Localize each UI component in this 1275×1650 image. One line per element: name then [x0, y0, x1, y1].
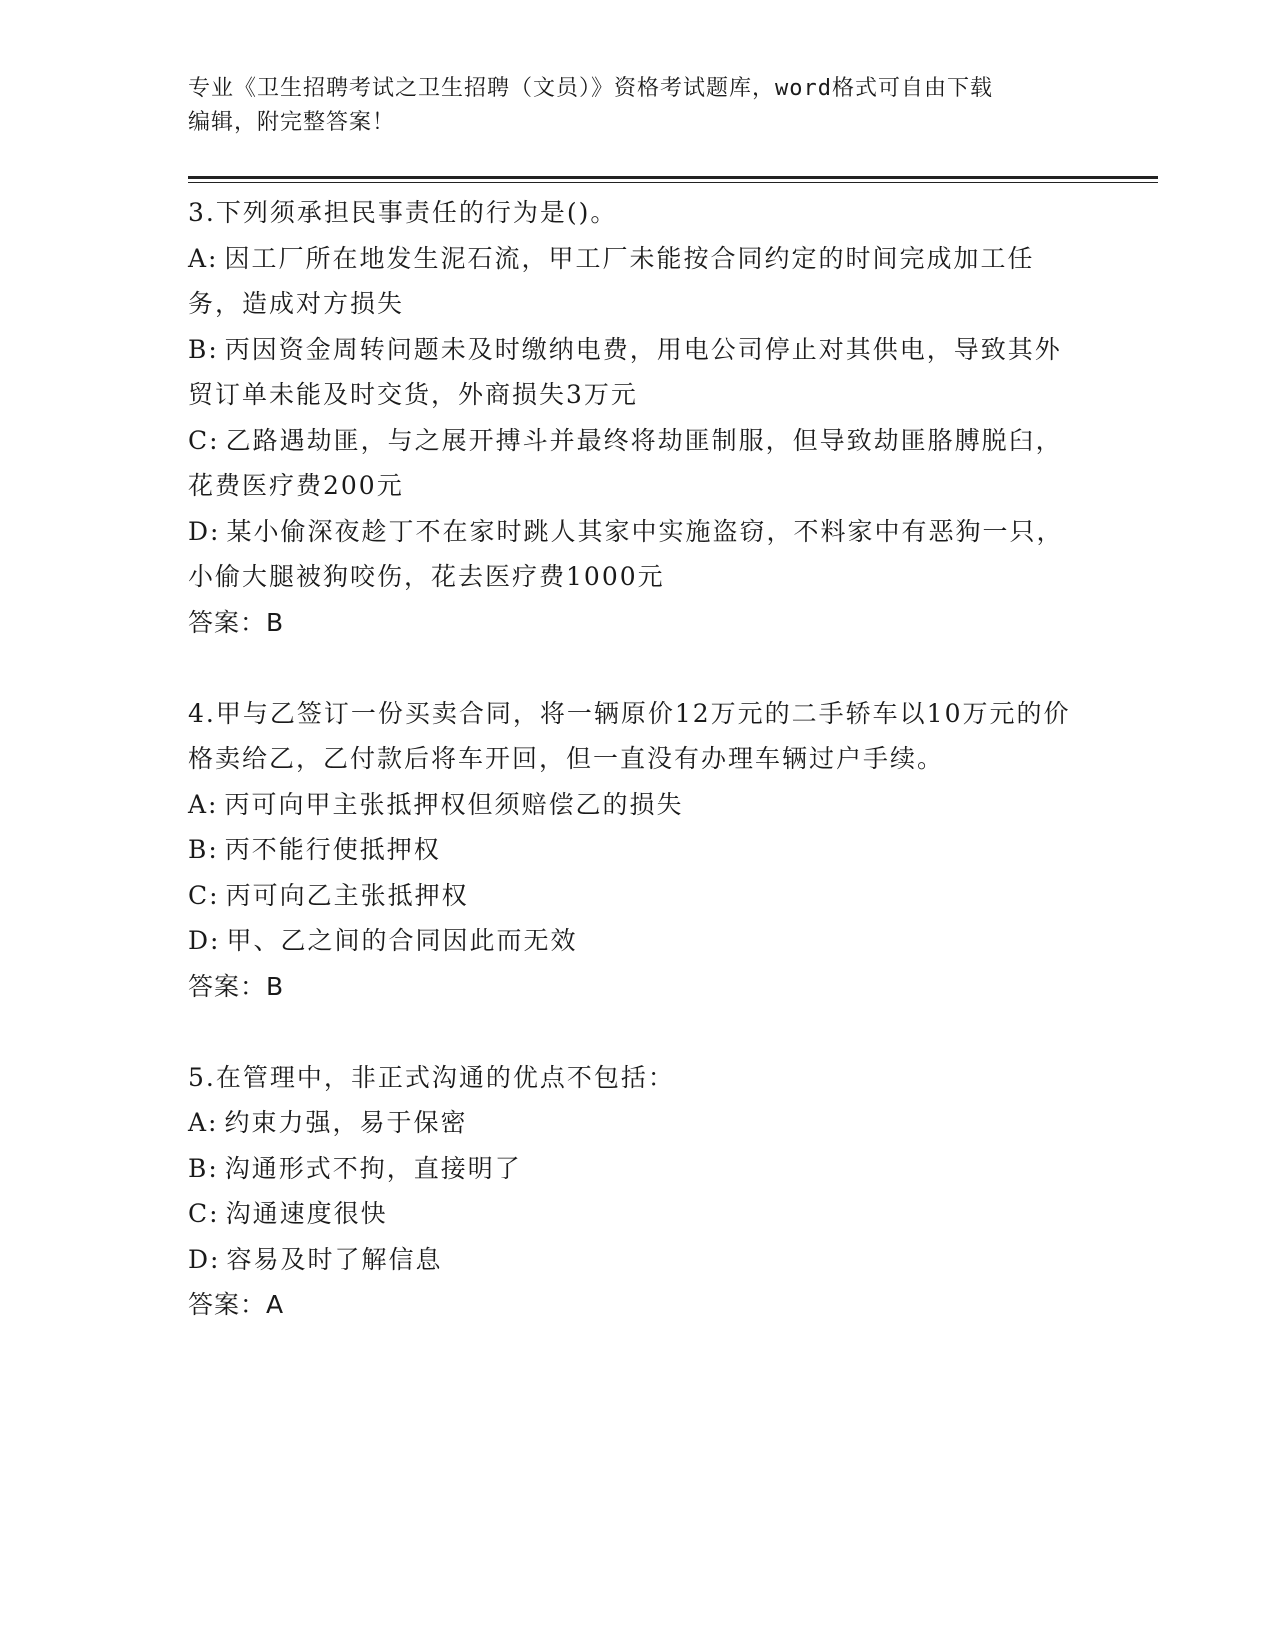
- option-text: 容易及时了解信息: [226, 1244, 443, 1274]
- header-rule-thin: [188, 182, 1158, 183]
- option-label: B:: [188, 334, 219, 364]
- option-c: [188, 418, 1088, 509]
- option-label: A:: [188, 789, 219, 819]
- answer: 答案：B: [188, 971, 285, 1001]
- option-text: 某小偷深夜趁丁不在家时跳人其家中实施盗窃，不料家中有恶狗一只，小偷大腿被狗咬伤，花去医疗费1000元: [188, 516, 1064, 591]
- option-c: [188, 1191, 1088, 1237]
- question-5: [188, 1055, 1088, 1328]
- option-a: [188, 236, 1088, 327]
- option-label: D:: [188, 926, 221, 955]
- option-label: C:: [188, 1199, 220, 1228]
- option-a: [188, 782, 1088, 828]
- option-text: 乙路遇劫匪，与之展开搏斗并最终将劫匪制服，但导致劫匪胳膊脱臼，花费医疗费200元: [188, 425, 1063, 500]
- option-c: [188, 873, 1088, 919]
- option-b: [188, 1146, 1088, 1192]
- option-a: [188, 1100, 1088, 1146]
- option-text: 因工厂所在地发生泥石流，甲工厂未能按合同约定的时间完成加工任务，造成对方损失: [188, 243, 1035, 318]
- option-text: 丙可向甲主张抵押权但须赔偿乙的损失: [224, 789, 684, 819]
- option-d: [188, 1237, 1088, 1283]
- option-text: 沟通形式不拘，直接明了: [224, 1153, 522, 1183]
- question-stem: 5.在管理中，非正式沟通的优点不包括：: [188, 1062, 675, 1092]
- option-text: 丙可向乙主张抵押权: [225, 880, 469, 910]
- option-text: 丙不能行使抵押权: [224, 835, 441, 864]
- question-stem: 3.下列须承担民事责任的行为是()。: [188, 198, 618, 227]
- option-label: B:: [188, 835, 219, 864]
- document-header: [188, 72, 1088, 140]
- option-label: D:: [188, 516, 221, 546]
- option-label: C:: [188, 880, 220, 910]
- option-label: A:: [188, 243, 219, 273]
- option-text: 丙因资金周转问题未及时缴纳电费，用电公司停止对其供电，导致其外贸订单未能及时交货，外商损失3万元: [188, 334, 1062, 409]
- option-label: A:: [188, 1108, 219, 1137]
- option-label: C:: [188, 425, 220, 455]
- option-label: B:: [188, 1153, 219, 1183]
- option-label: D:: [188, 1244, 221, 1274]
- answer: 答案：B: [188, 607, 285, 637]
- answer: 答案：A: [188, 1290, 285, 1319]
- option-text: 约束力强，易于保密: [224, 1108, 468, 1137]
- option-text: 甲、乙之间的合同因此而无效: [226, 926, 578, 955]
- header-line-2: 编辑，附完整答案！: [188, 110, 396, 135]
- header-rule-thick: [188, 176, 1158, 179]
- question-3: [188, 190, 1088, 645]
- option-text: 沟通速度很快: [225, 1199, 388, 1228]
- option-b: [188, 827, 1088, 873]
- option-d: [188, 918, 1088, 964]
- question-stem: 4.甲与乙签订一份买卖合同，将一辆原价12万元的二手轿车以10万元的价格卖给乙，乙付款后将车开回，但一直没有办理车辆过户手续。: [188, 698, 1071, 773]
- header-line-1: 专业《卫生招聘考试之卫生招聘（文员）》资格考试题库，word格式可自由下载: [188, 76, 993, 101]
- question-4: [188, 691, 1088, 1010]
- option-d: [188, 509, 1088, 600]
- question-list: [188, 190, 1088, 1373]
- option-b: [188, 327, 1088, 418]
